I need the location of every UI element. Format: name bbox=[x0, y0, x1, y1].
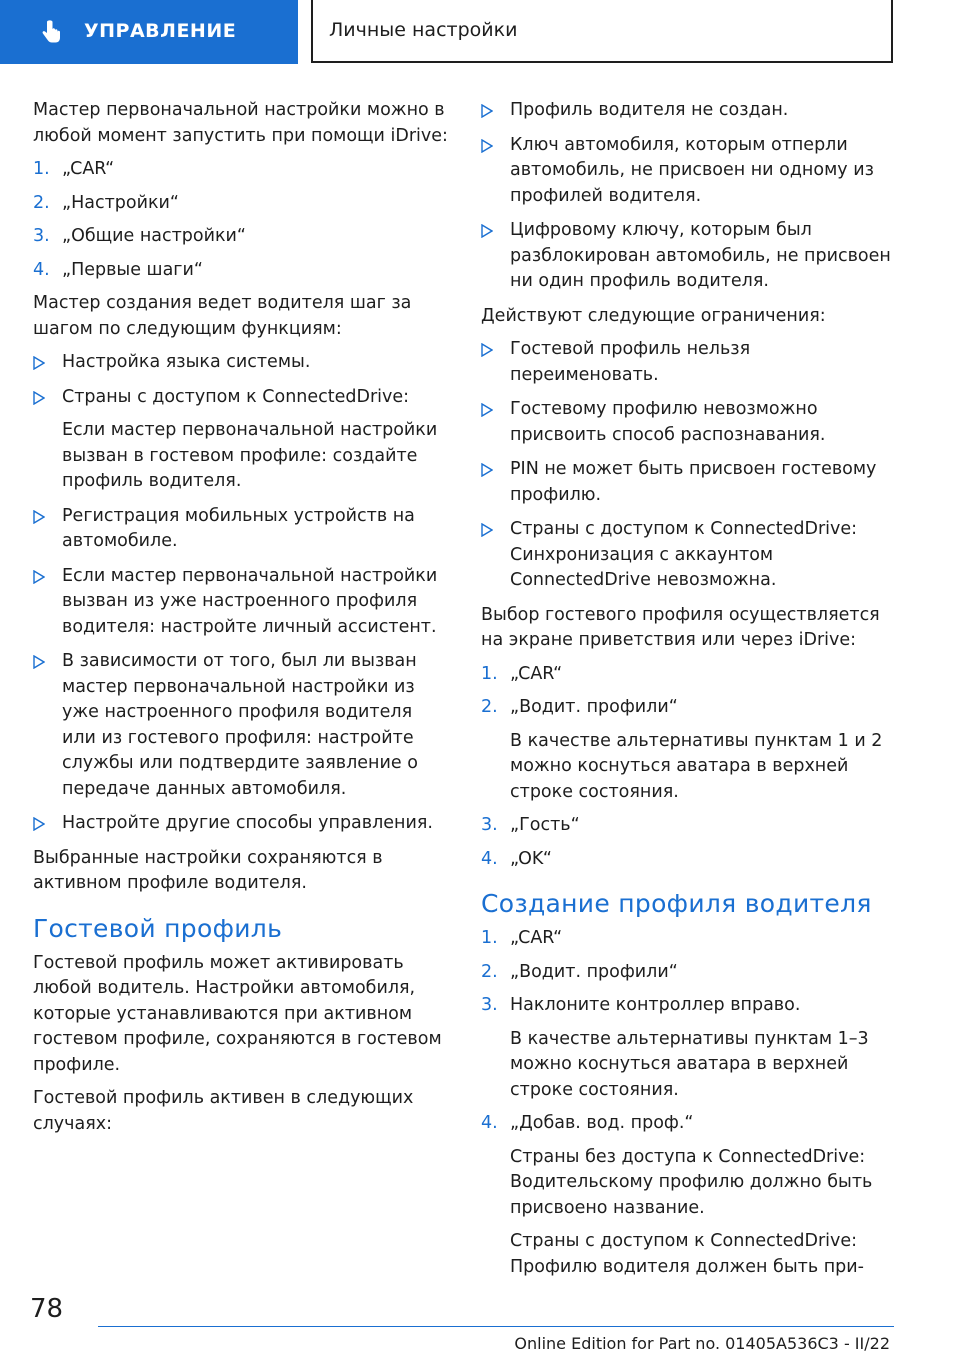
triangle-bullet-icon bbox=[33, 510, 45, 524]
step-text: „Водит. профили“ bbox=[510, 961, 678, 982]
list-item bbox=[481, 960, 901, 986]
step-text: „CAR“ bbox=[510, 663, 563, 684]
guest-paragraph: Гостевой профиль может активировать любой водитель. Настройки автомобиля, которые устанавливаются при активном гостевом профиле, сохраняются в гостевом профиле. bbox=[33, 952, 442, 1075]
touch-hand-icon bbox=[38, 19, 64, 45]
guest-active-paragraph: Гостевой профиль активен в следующих случаях: bbox=[33, 1088, 414, 1134]
step-number: 2. bbox=[481, 697, 498, 717]
list-item bbox=[33, 258, 448, 284]
step-number: 1. bbox=[33, 159, 50, 179]
bullet-subtext: Если мастер первоначальной настройки вызван в гостевом профиле: создайте профиль водителя. bbox=[62, 420, 438, 491]
setup-steps-list bbox=[33, 157, 448, 283]
select-guest-paragraph: Выбор гостевого профиля осуществляется на экране приветствия или через iDrive: bbox=[481, 604, 880, 650]
guest-cases-list bbox=[481, 98, 901, 295]
triangle-bullet-icon bbox=[481, 403, 493, 417]
list-item bbox=[481, 813, 901, 839]
list-item bbox=[33, 157, 448, 183]
section-label: УПРАВЛЕНИЕ bbox=[84, 20, 237, 43]
saved-paragraph: Выбранные настройки сохраняются в активном профиле водителя. bbox=[33, 847, 383, 893]
triangle-bullet-icon bbox=[33, 655, 45, 669]
triangle-bullet-icon bbox=[481, 463, 493, 477]
guest-profile-heading: Гостевой профиль bbox=[33, 913, 283, 943]
bullet-text: Страны с доступом к ConnectedDrive: Синхронизация с аккаунтом ConnectedDrive невозможна. bbox=[510, 519, 858, 590]
list-item bbox=[481, 695, 901, 805]
bullet-text: Если мастер первоначальной настройки вызван из уже настроенного профиля водителя: настройте личный ассистент. bbox=[62, 565, 438, 637]
step-number: 4. bbox=[481, 1113, 498, 1133]
create-profile-steps-list bbox=[481, 926, 901, 1280]
step-text: „Гость“ bbox=[510, 815, 580, 835]
list-item bbox=[33, 811, 448, 837]
list-item bbox=[481, 847, 901, 873]
bullet-text: Регистрация мобильных устройств на автомобиле. bbox=[62, 505, 415, 551]
step-text: „Добав. вод. проф.“ bbox=[510, 1113, 694, 1133]
list-item bbox=[33, 504, 448, 555]
bullet-text: В зависимости от того, был ли вызван мастер первоначальной настройки из уже настроенного профиля водителя или из гостевого профиля: настройте службы или подтвердите заявление о передаче данных автомобиля. bbox=[62, 651, 418, 799]
wizard-paragraph: Мастер создания ведет водителя шаг за шагом по следующим функциям: bbox=[33, 293, 412, 339]
list-item bbox=[481, 397, 901, 448]
triangle-bullet-icon bbox=[33, 356, 45, 370]
step-subtext: В качестве альтернативы пунктам 1 и 2 можно коснуться аватара в верхней строке состояния. bbox=[510, 730, 883, 802]
step-number: 4. bbox=[481, 848, 498, 869]
triangle-bullet-icon bbox=[481, 139, 493, 153]
list-item bbox=[33, 649, 448, 802]
list-item bbox=[33, 385, 448, 495]
create-profile-heading: Создание профиля водителя bbox=[481, 889, 872, 918]
step-number: 3. bbox=[33, 226, 50, 246]
bullet-text: Ключ автомобиля, которым отперли автомобиль, не присвоен ни одному из профилей водителя. bbox=[510, 134, 874, 206]
restrictions-list bbox=[481, 337, 901, 594]
step-number: 3. bbox=[481, 995, 498, 1015]
intro-paragraph: Мастер первоначальной настройки можно в любой момент запустить при помощи iDrive: bbox=[33, 100, 448, 146]
step-text: „OK“ bbox=[510, 848, 552, 869]
list-item bbox=[481, 218, 901, 295]
bullet-text: PIN не может быть присвоен гостевому профилю. bbox=[510, 459, 877, 505]
list-item bbox=[481, 1111, 901, 1280]
bullet-text: Цифровому ключу, которым был разблокирован автомобиль, не присвоен ни один профиль водителя. bbox=[510, 220, 891, 291]
chapter-title bbox=[311, 0, 893, 63]
footer-divider bbox=[98, 1326, 894, 1327]
list-item bbox=[481, 662, 901, 688]
triangle-bullet-icon bbox=[481, 224, 493, 238]
triangle-bullet-icon bbox=[481, 343, 493, 357]
triangle-bullet-icon bbox=[481, 523, 493, 537]
triangle-bullet-icon bbox=[33, 817, 45, 831]
select-guest-steps-list bbox=[481, 662, 901, 873]
step-number: 4. bbox=[33, 259, 50, 280]
list-item bbox=[481, 133, 901, 210]
page-number: 78 bbox=[30, 1294, 64, 1324]
restrictions-intro: Действуют следующие ограничения: bbox=[481, 305, 826, 326]
step-number: 1. bbox=[481, 928, 498, 948]
list-item bbox=[481, 993, 901, 1103]
bullet-text: Профиль водителя не создан. bbox=[510, 100, 789, 120]
step-text: Наклоните контроллер вправо. bbox=[510, 995, 801, 1015]
bullet-text: Страны с доступом к ConnectedDrive: bbox=[62, 386, 410, 407]
step-text: „Первые шаги“ bbox=[62, 259, 203, 280]
step-subtext: Страны без доступа к ConnectedDrive: Водительскому профилю должно быть присвоено название. bbox=[510, 1146, 873, 1218]
list-item bbox=[481, 517, 901, 594]
triangle-bullet-icon bbox=[33, 570, 45, 584]
list-item bbox=[481, 457, 901, 508]
list-item bbox=[481, 926, 901, 952]
left-column bbox=[33, 98, 448, 1145]
step-text: „CAR“ bbox=[62, 159, 115, 179]
step-text: „Водит. профили“ bbox=[510, 697, 678, 717]
bullet-text: Настройте другие способы управления. bbox=[62, 813, 433, 833]
step-subtext: В качестве альтернативы пунктам 1–3 можно коснуться аватара в верхней строке состояния. bbox=[510, 1028, 869, 1100]
step-number: 3. bbox=[481, 815, 498, 835]
section-tab bbox=[0, 0, 298, 64]
step-text: „Настройки“ bbox=[62, 192, 179, 213]
step-text: „CAR“ bbox=[510, 928, 563, 948]
right-column bbox=[481, 98, 901, 1288]
step-number: 2. bbox=[33, 192, 50, 213]
triangle-bullet-icon bbox=[33, 391, 45, 405]
list-item bbox=[33, 191, 448, 217]
list-item bbox=[481, 98, 901, 124]
wizard-functions-list bbox=[33, 350, 448, 837]
edition-text: Online Edition for Part no. 01405A536C3 - II/22 bbox=[514, 1334, 890, 1353]
list-item bbox=[33, 224, 448, 250]
triangle-bullet-icon bbox=[481, 104, 493, 118]
list-item bbox=[481, 337, 901, 388]
bullet-text: Настройка языка системы. bbox=[62, 352, 311, 372]
step-subtext: Страны с доступом к ConnectedDrive: Профилю водителя должен быть при- bbox=[510, 1231, 864, 1277]
step-number: 2. bbox=[481, 961, 498, 982]
bullet-text: Гостевому профилю невозможно присвоить способ распознавания. bbox=[510, 399, 826, 445]
list-item bbox=[33, 564, 448, 641]
step-number: 1. bbox=[481, 663, 498, 684]
step-text: „Общие настройки“ bbox=[62, 226, 246, 246]
list-item bbox=[33, 350, 448, 376]
bullet-text: Гостевой профиль нельзя переименовать. bbox=[510, 339, 751, 385]
chapter-title-text: Личные настройки bbox=[329, 18, 518, 41]
